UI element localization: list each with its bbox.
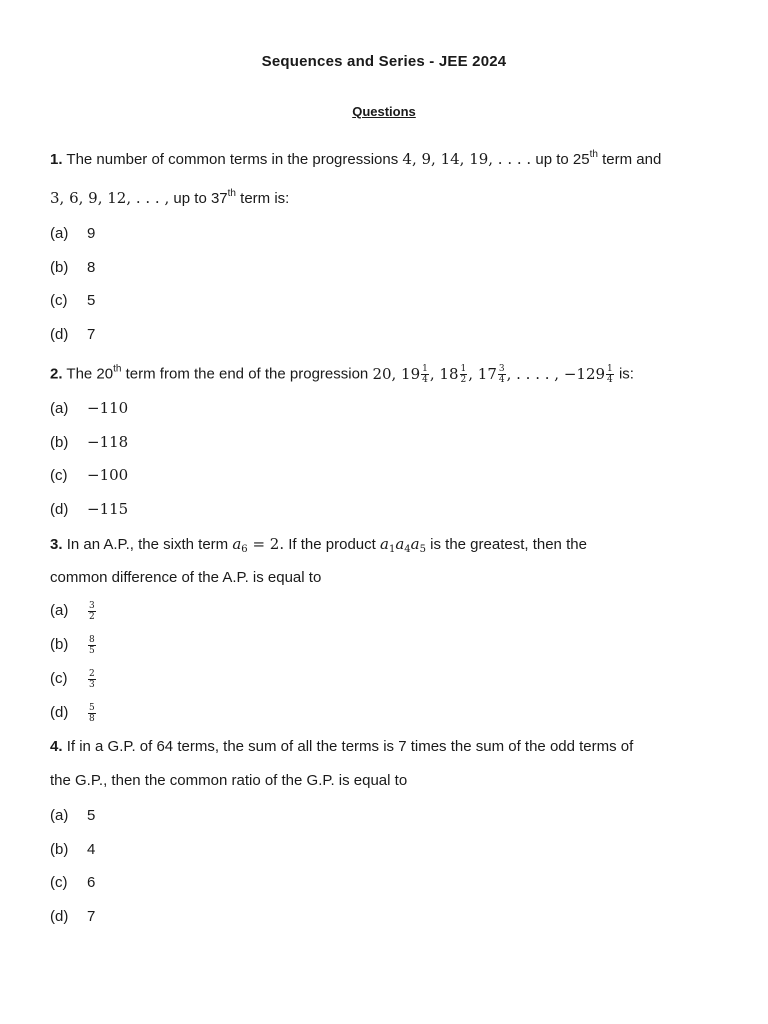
question-1-option-d: (d) 7 [50, 326, 96, 343]
question-2-option-c: (c) −100 [50, 466, 129, 484]
document-title: Sequences and Series - JEE 2024 [261, 53, 507, 70]
question-1-sequence-2: 3, 6, 9, 12, . . . , [50, 189, 170, 207]
question-4-option-c: (c) 6 [50, 874, 96, 891]
question-4-line-2: the G.P., then the common ratio of the G.P. is equal to [50, 772, 408, 789]
question-3-line-1: 3. In an A.P., the sixth term $a_6 = 2$. If the product $a_1a_4a_5$ is the greatest, then the [50, 535, 587, 555]
question-4-option-a: (a) 5 [50, 807, 96, 824]
question-3-option-c: (c) $\frac{2}{3}$ [50, 669, 95, 690]
question-3-sixth-term: $a_6 = 2$. [232, 535, 285, 555]
question-2-number: 2. [50, 365, 63, 383]
question-4-number: 4. [50, 738, 63, 755]
question-1-option-b: (b) 8 [50, 259, 96, 276]
question-1-line-2: 3, 6, 9, 12, . . . , up to 37th term is: [50, 188, 290, 207]
question-1-text: The number of common terms in the progressions [66, 151, 399, 168]
question-2-option-d: (d) −115 [50, 500, 129, 518]
question-3-option-d: (d) $\frac{5}{8}$ [50, 703, 95, 724]
question-3-product: $a_1a_4a_5$ [380, 535, 426, 555]
question-2-option-b: (b) −118 [50, 433, 129, 451]
question-3-number: 3. [50, 536, 63, 553]
question-4-line-1: 4. If in a G.P. of 64 terms, the sum of all the terms is 7 times the sum of the odd terms of [50, 738, 634, 755]
section-heading: Questions [352, 104, 416, 119]
question-4-option-d: (d) 7 [50, 908, 96, 925]
question-3-line-2: common difference of the A.P. is equal to [50, 569, 322, 586]
question-4-option-b: (b) 4 [50, 841, 96, 858]
question-2-progression: 20, 19 $\frac{1}{4}$ , 18 $\frac{1}{2}$ , 17 $\frac{3}{4}$ , . . . . , −129 $\frac{1}{4}$ [372, 364, 613, 385]
question-1-sequence-1: 4, 9, 14, 19, . . . . [402, 150, 532, 168]
question-1-line-1: 1. The number of common terms in the progressions 4, 9, 14, 19, . . . . up to 25th term and [50, 149, 662, 168]
question-3-option-a: (a) $\frac{3}{2}$ [50, 601, 95, 622]
question-1-option-c: (c) 5 [50, 292, 96, 309]
question-1-number: 1. [50, 151, 63, 168]
question-2-option-a: (a) −110 [50, 399, 129, 417]
question-1-option-a: (a) 9 [50, 225, 96, 242]
question-2-line-1: 2. The 20th term from the end of the progression 20, 19 $\frac{1}{4}$ , 18 $\frac{1}{2}$ , 17 $\frac{3}{4}$ , . . . . , −129 $\frac{1}{4}$ is: [50, 363, 634, 385]
question-3-option-b: (b) $\frac{8}{5}$ [50, 635, 95, 656]
